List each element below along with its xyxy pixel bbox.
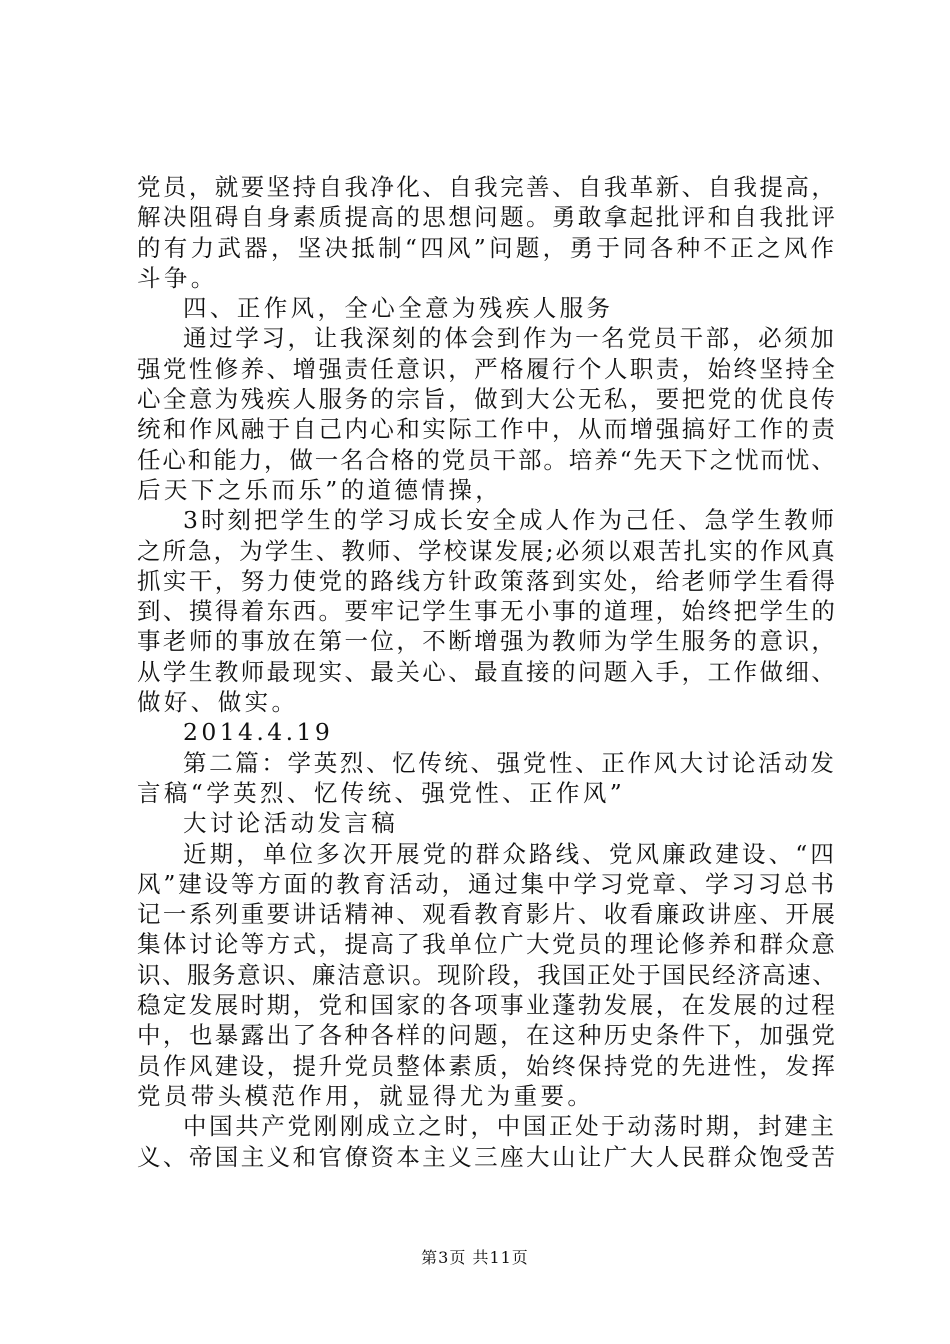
- text-line: 记一系列重要讲话精神、观看教育影片、收看廉政讲座、开展: [137, 900, 838, 929]
- text-line: 员作风建设，提升党员整体素质，始终保持党的先进性，发挥: [137, 1051, 838, 1080]
- text-line: 第二篇：学英烈、忆传统、强党性、正作风大讨论活动发: [183, 748, 837, 777]
- text-line: 义、帝国主义和官僚资本主义三座大山让广大人民群众饱受苦: [137, 1142, 838, 1171]
- text-line: 的有力武器，坚决抵制“四风”问题，勇于同各种不正之风作: [137, 233, 838, 262]
- text-line: 言稿“学英烈、忆传统、强党性、正作风”: [137, 778, 626, 807]
- text-line: 解决阻碍自身素质提高的思想问题。勇敢拿起批评和自我批评: [137, 203, 838, 232]
- document-body: [137, 172, 837, 1172]
- text-line: 四、正作风，全心全意为残疾人服务: [183, 294, 614, 323]
- text-line: 大讨论活动发言稿: [183, 809, 399, 838]
- text-line: 党员，就要坚持自我净化、自我完善、自我革新、自我提高，: [137, 173, 838, 201]
- text-line: 从学生教师最现实、最关心、最直接的问题入手，工作做细、: [137, 657, 838, 686]
- text-line: 抓实干，努力使党的路线方针政策落到实处，给老师学生看得: [137, 566, 838, 595]
- text-line: 中国共产党刚刚成立之时，中国正处于动荡时期，封建主: [183, 1112, 837, 1141]
- text-line: 稳定发展时期，党和国家的各项事业蓬勃发展，在发展的过程: [137, 991, 838, 1020]
- text-line: 做好、做实。: [137, 688, 299, 717]
- text-line: 强党性修养、增强责任意识，严格履行个人职责，始终坚持全: [137, 354, 838, 383]
- text-line: 事老师的事放在第一位，不断增强为教师为学生服务的意识，: [137, 627, 838, 656]
- text-line: 斗争。: [137, 263, 218, 292]
- text-line: 心全意为残疾人服务的宗旨，做到大公无私，要把党的优良传: [137, 385, 838, 414]
- text-line: 通过学习，让我深刻的体会到作为一名党员干部，必须加: [183, 324, 837, 353]
- text-line: 2014.4.19: [183, 718, 334, 747]
- text-line: 近期，单位多次开展党的群众路线、党风廉政建设、“四: [183, 839, 838, 868]
- text-line: 识、服务意识、廉洁意识。现阶段，我国正处于国民经济高速、: [137, 960, 838, 989]
- text-line: 风”建设等方面的教育活动，通过集中学习党章、学习习总书: [137, 869, 837, 898]
- text-line: 任心和能力，做一名合格的党员干部。培养“先天下之忧而忧、: [137, 445, 837, 474]
- text-line: 统和作风融于自己内心和实际工作中，从而增强搞好工作的责: [137, 415, 838, 444]
- text-line: 之所急，为学生、教师、学校谋发展;必须以艰苦扎实的作风真: [137, 536, 837, 565]
- page-footer: 第3页 共11页: [421, 1248, 529, 1267]
- text-line: 到、摸得着东西。要牢记学生事无小事的道理，始终把学生的: [137, 597, 838, 626]
- text-line: 后天下之乐而乐”的道德情操，: [137, 475, 503, 504]
- text-line: 党员带头模范作用，就显得尤为重要。: [137, 1081, 595, 1110]
- text-line: 集体讨论等方式，提高了我单位广大党员的理论修养和群众意: [137, 930, 838, 959]
- text-line: 3时刻把学生的学习成长安全成人作为己任、急学生教师: [183, 506, 837, 535]
- text-line: 中，也暴露出了各种各样的问题，在这种历史条件下，加强党: [137, 1021, 838, 1050]
